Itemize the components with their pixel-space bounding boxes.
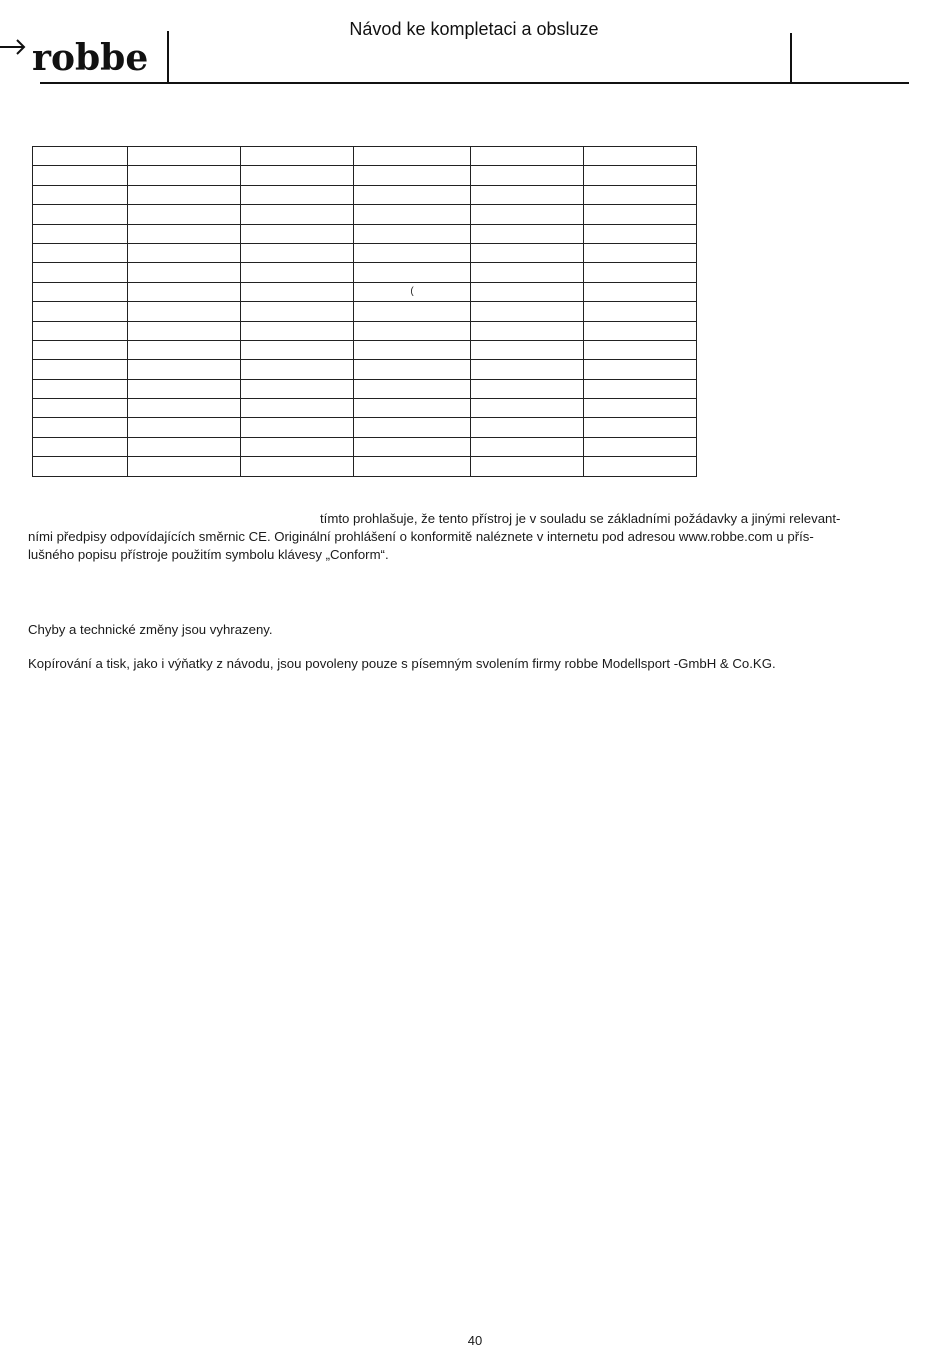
table-cell [241,379,354,398]
table-cell [128,360,241,379]
table-cell [128,302,241,321]
table-cell [584,340,697,359]
table-row [33,263,697,282]
table-cell [241,360,354,379]
table-cell [584,302,697,321]
table-cell [241,321,354,340]
copyright-note: Kopírování a tisk, jako i výňatky z návodu, jsou povoleny pouze s písemným svolením firmy robbe Modellsport -GmbH & Co.KG. [28,656,776,671]
table-cell [241,418,354,437]
table-cell [33,321,128,340]
table-row [33,302,697,321]
table-cell [471,205,584,224]
table-row [33,340,697,359]
table-row [33,282,697,301]
table-cell [128,418,241,437]
table-cell [354,360,471,379]
table-cell [354,147,471,166]
table-cell [33,147,128,166]
table-cell [471,457,584,476]
table-cell: ( [354,282,471,301]
table-row [33,224,697,243]
table-cell [128,147,241,166]
table-cell [128,437,241,456]
table-cell [471,263,584,282]
table-cell [354,166,471,185]
table-cell [241,302,354,321]
robbe-logo [0,28,168,82]
table-cell [584,282,697,301]
table-cell [128,224,241,243]
document-title: Návod ke kompletaci a obsluze [349,19,599,39]
table-cell [241,185,354,204]
table-cell [33,166,128,185]
table-cell [584,263,697,282]
table-cell [584,379,697,398]
table-cell [128,243,241,262]
table-cell [354,263,471,282]
table-cell [584,321,697,340]
table-row [33,360,697,379]
table-cell [33,282,128,301]
table-cell [33,205,128,224]
table-row [33,379,697,398]
page-number: 40 [467,1333,483,1348]
table-cell [354,418,471,437]
table-row [33,399,697,418]
table-cell [33,360,128,379]
table-cell [354,185,471,204]
header-divider-left [167,31,169,83]
table-row [33,321,697,340]
table-row [33,243,697,262]
table-cell [241,399,354,418]
specs-table [32,146,697,477]
table-cell [354,379,471,398]
table-cell [33,302,128,321]
table-cell [33,340,128,359]
table-cell [128,457,241,476]
plane-icon [0,40,24,54]
table-cell [33,263,128,282]
table-cell [33,399,128,418]
table-cell [471,360,584,379]
logo-text: robbe [32,37,149,79]
table-cell [128,282,241,301]
table-cell [33,437,128,456]
header-rule [40,82,909,84]
table-cell [584,243,697,262]
table-cell [584,205,697,224]
declaration-line-2: ními předpisy odpovídajících směrnic CE. Originální prohlášení o konformitě naléznete v internetu pod adresou www.robbe.com u přís- [28,529,814,545]
table-cell [33,185,128,204]
table-cell [241,437,354,456]
table-cell [128,379,241,398]
table-cell [471,418,584,437]
table-row [33,457,697,476]
table-cell [584,418,697,437]
table-cell [354,243,471,262]
table-cell [354,399,471,418]
table-cell [471,282,584,301]
table-cell [354,340,471,359]
table-cell [471,399,584,418]
table-row [33,166,697,185]
table-cell [584,185,697,204]
table-cell [241,147,354,166]
table-cell [241,457,354,476]
table-cell [128,399,241,418]
table-cell [471,243,584,262]
table-cell [471,340,584,359]
table-row [33,437,697,456]
table-cell [584,437,697,456]
table-cell [584,224,697,243]
table-cell [33,243,128,262]
errors-note: Chyby a technické změny jsou vyhrazeny. [28,622,273,637]
table-cell [128,185,241,204]
table-row [33,205,697,224]
declaration-line-1: tímto prohlašuje, že tento přístroj je v souladu se základními požádavky a jinými relevant- [320,511,841,526]
declaration-line-3: lušného popisu přístroje použitím symbolu klávesy „Conform“. [28,547,389,563]
table-cell [33,418,128,437]
table-cell [471,321,584,340]
table-cell [471,147,584,166]
table-cell [471,379,584,398]
table-cell [471,185,584,204]
table-cell [128,340,241,359]
table-cell [128,263,241,282]
table-cell [241,340,354,359]
table-cell [471,166,584,185]
table-cell [33,379,128,398]
table-cell [471,224,584,243]
table-cell [354,205,471,224]
table-cell [241,166,354,185]
table-cell [584,457,697,476]
table-cell [33,457,128,476]
table-cell [354,437,471,456]
table-row [33,147,697,166]
table-cell [241,243,354,262]
table-cell [584,166,697,185]
table-row [33,418,697,437]
table-cell [354,302,471,321]
table-cell [354,224,471,243]
table-cell [354,457,471,476]
table-cell [241,205,354,224]
table-row [33,185,697,204]
table-cell [471,302,584,321]
conformity-declaration [28,510,920,565]
table-cell [128,166,241,185]
table-cell [584,360,697,379]
table-cell [33,224,128,243]
table-cell [584,399,697,418]
table-cell [241,263,354,282]
table-cell [354,321,471,340]
header-divider-right [790,33,792,83]
table-cell [471,437,584,456]
table-cell [241,282,354,301]
table-cell [128,205,241,224]
table-cell [584,147,697,166]
table-cell [241,224,354,243]
table-cell [128,321,241,340]
